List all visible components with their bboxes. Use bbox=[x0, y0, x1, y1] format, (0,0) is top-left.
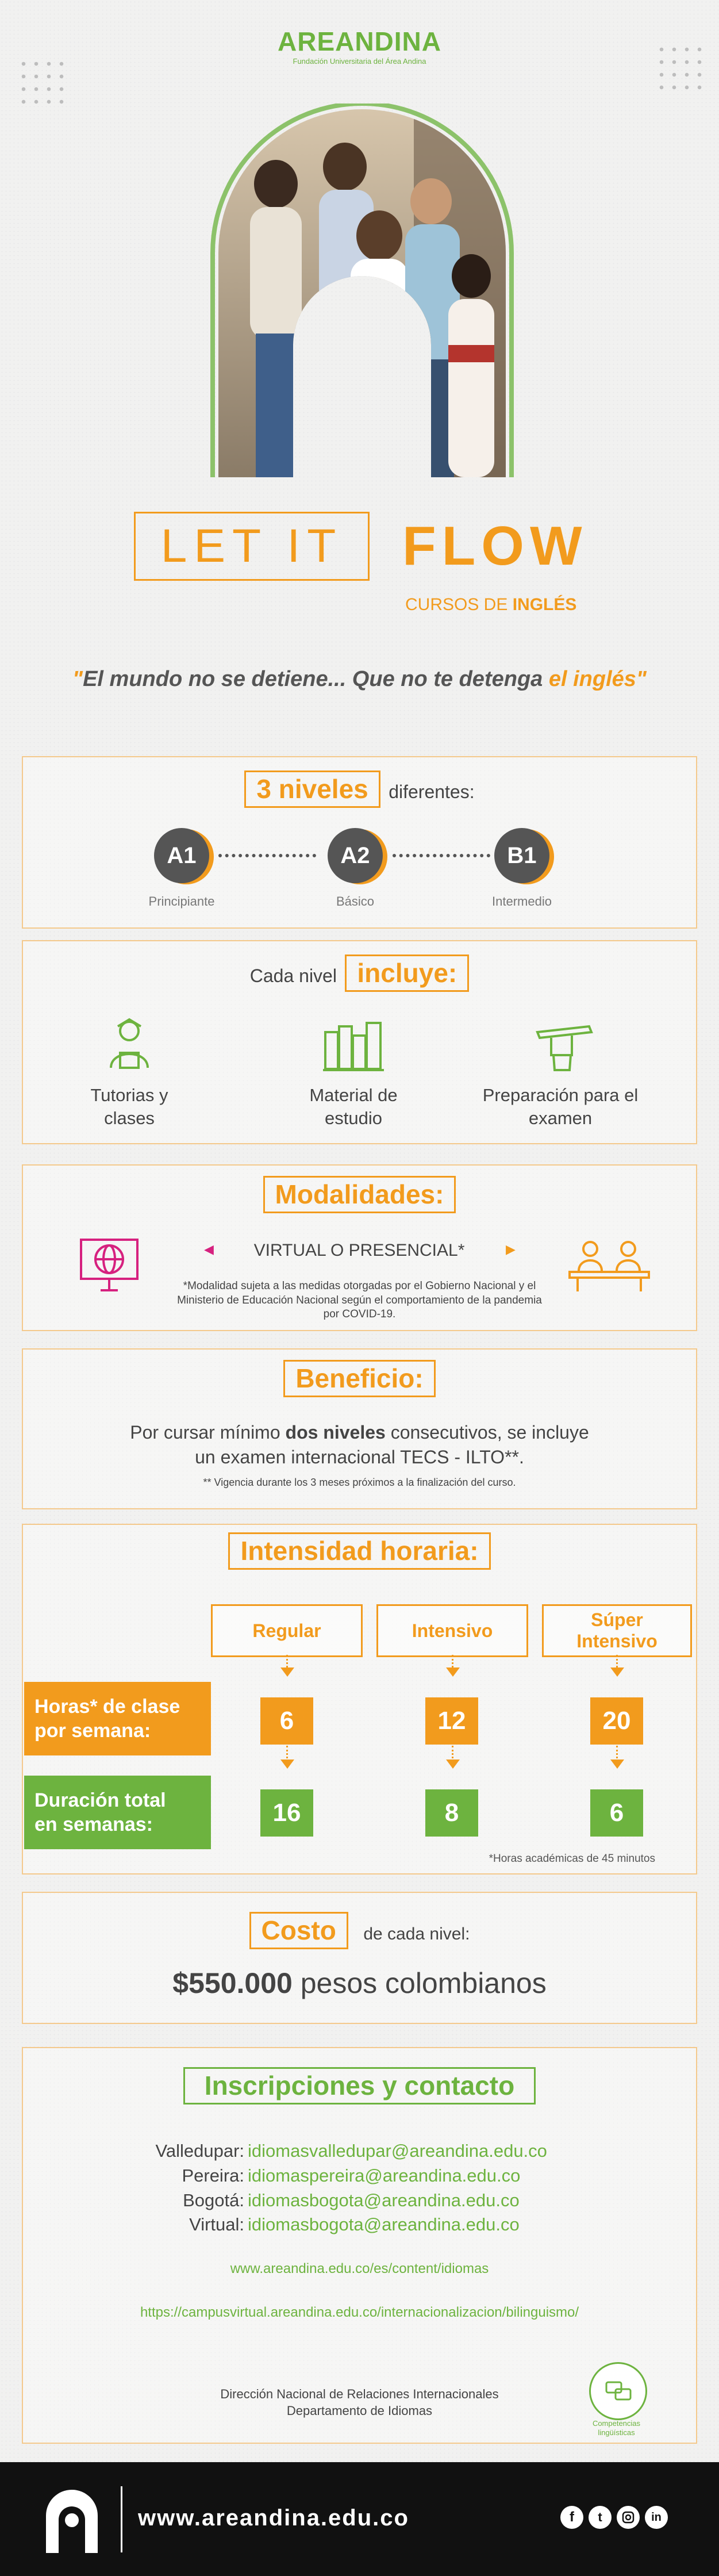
subtitle bbox=[405, 595, 576, 615]
tutor-icon bbox=[101, 1015, 158, 1072]
arrow-down-icon bbox=[280, 1759, 294, 1769]
benefit-heading: Beneficio: bbox=[0, 1360, 719, 1397]
contact-row: Bogotá: idiomasbogota@areandina.edu.co bbox=[0, 2188, 719, 2213]
contact-list bbox=[0, 2139, 719, 2237]
connector bbox=[616, 1655, 618, 1667]
level-a2-circle: A2 bbox=[328, 828, 383, 883]
contact-row: Pereira: idiomaspereira@areandina.edu.co bbox=[0, 2164, 719, 2188]
level-a1-circle: A1 bbox=[154, 828, 209, 883]
arrow-down-icon bbox=[610, 1759, 624, 1769]
email-link[interactable]: idiomaspereira@areandina.edu.co bbox=[248, 2165, 521, 2186]
level-a2-label: Básico bbox=[336, 894, 375, 908]
footer-url[interactable]: www.areandina.edu.co bbox=[138, 2505, 409, 2531]
slogan-quote: "El mundo no se detiene... Que no te detenga el inglés" bbox=[72, 667, 647, 691]
areandina-a-logo-icon bbox=[40, 2484, 103, 2553]
email-link[interactable]: idiomasvalledupar@areandina.edu.co bbox=[248, 2141, 547, 2161]
level-connector bbox=[393, 854, 490, 857]
social-icons bbox=[560, 2506, 668, 2529]
connector bbox=[286, 1746, 288, 1758]
quote-text: El mundo no se detiene... Que no te detenga bbox=[83, 667, 549, 691]
fist-pencil-icon bbox=[532, 1015, 595, 1072]
title-box bbox=[134, 512, 370, 581]
include-exam-prep: Preparación para el examen bbox=[482, 1085, 639, 1129]
weeks-intensive: 8 bbox=[425, 1789, 478, 1837]
twitter-icon[interactable]: t bbox=[589, 2506, 612, 2529]
computer-globe-icon bbox=[78, 1236, 141, 1294]
levels-heading-rest: diferentes: bbox=[389, 781, 475, 802]
arrow-down-icon bbox=[610, 1667, 624, 1677]
plan-super-intensive-header: Súper Intensivo bbox=[542, 1604, 692, 1657]
includes-heading-pre: Cada nivel bbox=[249, 965, 337, 986]
hours-intensive: 12 bbox=[425, 1697, 478, 1745]
modality-option: VIRTUAL O PRESENCIAL* bbox=[253, 1241, 465, 1260]
logo-text: AREANDINA bbox=[278, 26, 441, 56]
arrow-down-icon bbox=[446, 1759, 460, 1769]
benefit-note: ** Vigencia durante los 3 meses próximos a la finalización del curso. bbox=[203, 1477, 516, 1488]
instagram-icon[interactable] bbox=[617, 2506, 640, 2529]
books-icon bbox=[322, 1015, 385, 1072]
language-skills-badge-icon bbox=[589, 2362, 647, 2420]
connector bbox=[452, 1655, 453, 1667]
quote-highlight: el inglés bbox=[548, 667, 636, 691]
arrow-down-icon bbox=[446, 1667, 460, 1677]
plan-regular-header: Regular bbox=[211, 1604, 363, 1657]
contact-row: Virtual: idiomasbogota@areandina.edu.co bbox=[0, 2213, 719, 2237]
cost-amount: $550.000 pesos colombianos bbox=[172, 1967, 547, 1999]
row-weeks-label: Duración total en semanas: bbox=[24, 1776, 211, 1849]
include-tutorials: Tutorias y clases bbox=[90, 1085, 168, 1129]
hours-regular: 6 bbox=[260, 1697, 313, 1745]
title-flow: FLOW bbox=[402, 515, 588, 577]
modality-prev-arrow[interactable]: ◀ bbox=[204, 1242, 214, 1256]
intensity-heading: Intensidad horaria: bbox=[0, 1532, 719, 1570]
arrow-down-icon bbox=[280, 1667, 294, 1677]
includes-heading bbox=[0, 954, 719, 992]
plan-intensive-header: Intensivo bbox=[376, 1604, 528, 1657]
footer-divider bbox=[121, 2486, 122, 2552]
connector bbox=[452, 1746, 453, 1758]
subtitle-prefix: CURSOS DE bbox=[405, 595, 508, 614]
department-info: Dirección Nacional de Relaciones Internacionales Departamento de Idiomas bbox=[220, 2387, 499, 2418]
cost-heading: Costo de cada nivel: bbox=[0, 1912, 719, 1949]
levels-heading-box: 3 niveles bbox=[244, 770, 380, 808]
modality-note: *Modalidad sujeta a las medidas otorgadas por el Gobierno Nacional y el Ministerio de Educación Nacional según el comportamiento de la pandemia por COVID-19. bbox=[177, 1280, 542, 1321]
modalities-heading: Modalidades: bbox=[0, 1176, 719, 1213]
campus-link[interactable]: https://campusvirtual.areandina.edu.co/internacionalizacion/bilinguismo/ bbox=[140, 2305, 579, 2320]
include-material: Material de estudio bbox=[309, 1085, 398, 1129]
contact-heading: Inscripciones y contacto bbox=[0, 2067, 719, 2104]
idiomas-link[interactable]: www.areandina.edu.co/es/content/idiomas bbox=[230, 2261, 489, 2276]
includes-heading-box: incluye: bbox=[345, 954, 469, 992]
hero-arch-image bbox=[195, 103, 529, 477]
connector bbox=[616, 1746, 618, 1758]
intensity-note: *Horas académicas de 45 minutos bbox=[489, 1853, 655, 1865]
subtitle-bold: INGLÉS bbox=[512, 595, 577, 614]
facebook-icon[interactable]: f bbox=[560, 2506, 583, 2529]
weeks-super-intensive: 6 bbox=[590, 1789, 643, 1837]
modality-next-arrow[interactable]: ▶ bbox=[506, 1242, 516, 1256]
hours-super-intensive: 20 bbox=[590, 1697, 643, 1745]
logo-subtext: Fundación Universitaria del Área Andina bbox=[293, 57, 426, 66]
level-b1-circle: B1 bbox=[494, 828, 549, 883]
row-hours-label: Horas* de clase por semana: bbox=[24, 1682, 211, 1755]
level-a1-label: Principiante bbox=[148, 894, 215, 908]
levels-heading bbox=[0, 770, 719, 808]
connector bbox=[286, 1655, 288, 1667]
level-connector bbox=[218, 854, 316, 857]
title-let-it: LET IT bbox=[160, 520, 343, 572]
linkedin-icon[interactable]: in bbox=[645, 2506, 668, 2529]
badge-label: Competencias lingüísticas bbox=[592, 2419, 641, 2437]
areandina-logo bbox=[0, 26, 719, 66]
benefit-text: Por cursar mínimo dos niveles consecutivos, se incluye un examen internacional TECS - ILTO**. bbox=[130, 1422, 589, 1468]
email-link[interactable]: idiomasbogota@areandina.edu.co bbox=[248, 2190, 520, 2210]
weeks-regular: 16 bbox=[260, 1789, 313, 1837]
email-link[interactable]: idiomasbogota@areandina.edu.co bbox=[248, 2214, 520, 2235]
footer-bar bbox=[0, 2462, 719, 2576]
level-b1-label: Intermedio bbox=[492, 894, 552, 908]
contact-row: Valledupar: idiomasvalledupar@areandina.edu.co bbox=[0, 2139, 719, 2164]
